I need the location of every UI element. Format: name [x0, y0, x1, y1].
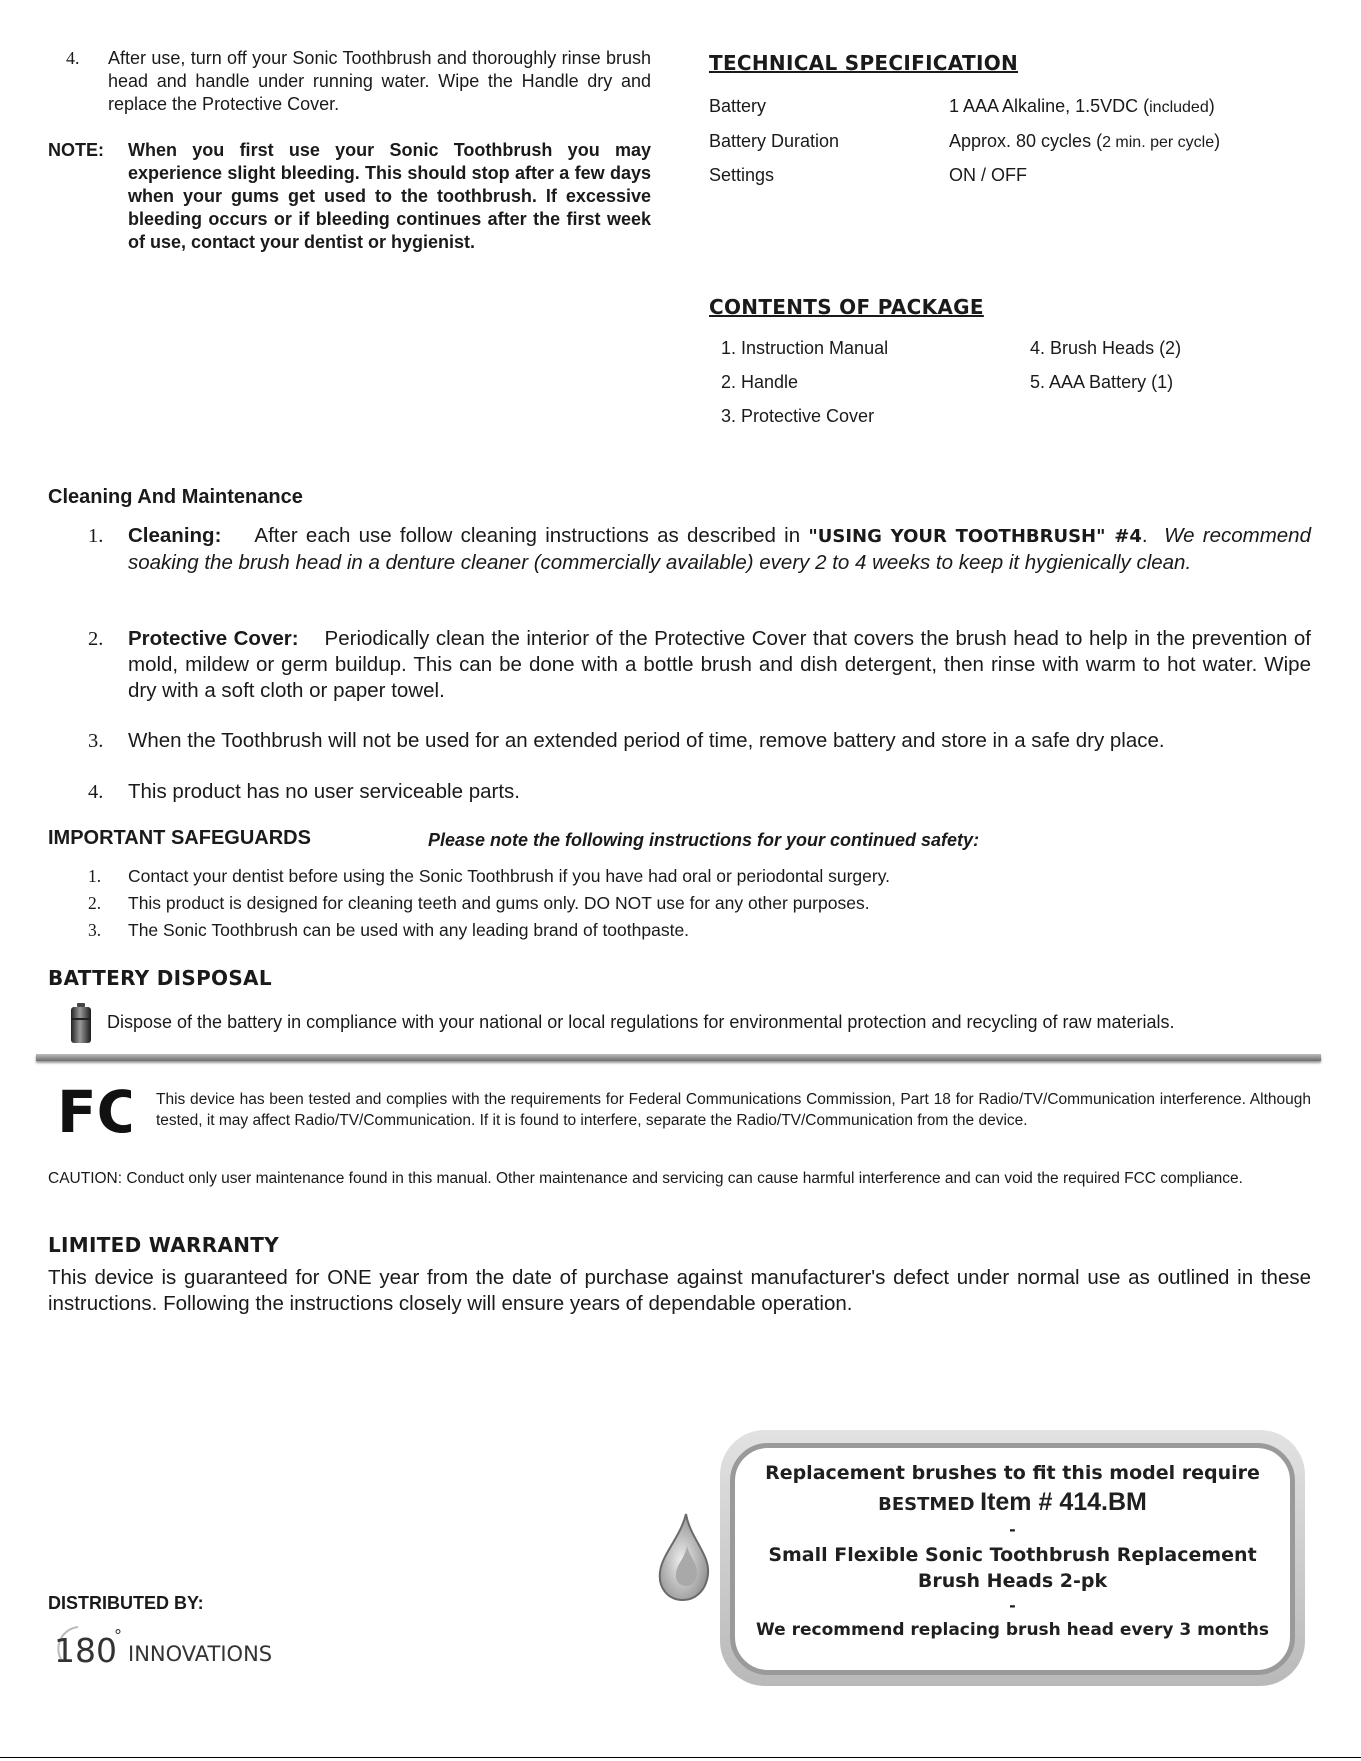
spec-label: Settings [709, 165, 775, 185]
fcc-logo [57, 1080, 131, 1143]
battery-disposal-text: Dispose of the battery in compliance with your national or local regulations for environmental protection and recycling of raw materials. [107, 1012, 1175, 1032]
footer-rule [0, 1757, 1361, 1758]
replacement-separator: - [1009, 1520, 1016, 1539]
fcc-statement: This device has been tested and complies with the requirements for Federal Communications Commission, Part 18 for Radio/TV/Communication interference. Although tested, it may affect Radio/TV/Communication. If it is found to interfere, separate the Radio/TV/Communication from the device. [156, 1091, 1311, 1129]
svg-text:°: ° [114, 1626, 122, 1645]
section-divider [36, 1054, 1321, 1061]
spec-value: Approx. 80 cycles (2 min. per cycle) [949, 131, 1221, 151]
replacement-line: We recommend replacing brush head every 3 months [756, 1620, 1269, 1640]
warranty-title: LIMITED WARRANTY [48, 1233, 279, 1257]
care-step-4 [66, 47, 651, 116]
safeguard-item: 3. The Sonic Toothbrush can be used with any leading brand of toothpaste. [88, 920, 690, 940]
item-label: Cleaning: [128, 524, 222, 547]
item-label: Protective Cover: [128, 627, 299, 650]
step-text: After use, turn off your Sonic Toothbrush and thoroughly rinse brush head and handle under running water. Wipe the Handle dry and replace the Protective Cover. [108, 48, 651, 114]
contents-item: 5. AAA Battery (1) [1030, 372, 1174, 392]
safeguard-item: 1. Contact your dentist before using the Sonic Toothbrush if you have had oral or periodontal surgery. [88, 866, 891, 886]
svg-text:180: 180 [54, 1631, 117, 1670]
contents-item: 2. Handle [721, 372, 799, 392]
replacement-line: Replacement brushes to fit this model require [765, 1462, 1260, 1484]
water-drop-icon [650, 1508, 716, 1609]
tech-spec-title: TECHNICAL SPECIFICATION [709, 51, 1019, 75]
spec-label: Battery [709, 96, 767, 116]
step-number: 4. [66, 48, 80, 68]
cleaning-item-2: 2. Protective Cover: Periodically clean the interior of the Protective Cover that covers the brush head to help in the prevention of mold, mildew or germ buildup. This can be done with a bottle brush and dish detergent, then rinse with warm to hot water. Wipe dry with a soft cloth or paper towel. [88, 627, 1311, 702]
svg-text:INNOVATIONS: INNOVATIONS [128, 1642, 273, 1666]
replacement-separator: - [1009, 1596, 1016, 1615]
cleaning-item-1: 1. Cleaning: After each use follow cleaning instructions as described in "USING YOUR TOOTHBRUSH" #4. We recommend soaking the brush head in a denture cleaner (commercially available) every 2 to 4 weeks to keep it hygienically clean. [88, 524, 1311, 574]
note-label: NOTE: [48, 140, 104, 160]
spec-value: 1 AAA Alkaline, 1.5VDC (included) [949, 96, 1215, 116]
distributor-logo [48, 1621, 278, 1676]
safeguards-title: IMPORTANT SAFEGUARDS [48, 827, 311, 849]
contents-item: 3. Protective Cover [721, 406, 875, 426]
note-text: When you first use your Sonic Toothbrush you may experience slight bleeding. This should stop after a few days when your gums get used to the toothbrush. If excessive bleeding occurs or if bleeding continues after the first week of use, contact your dentist or hygienist. [128, 140, 651, 252]
replacement-line: Brush Heads 2-pk [917, 1570, 1108, 1592]
spec-label: Battery Duration [709, 131, 840, 151]
replacement-item: BESTMED Item # 414.BM [878, 1488, 1147, 1516]
cleaning-item-3: 3. When the Toothbrush will not be used for an extended period of time, remove battery and store in a safe dry place. [88, 729, 1165, 752]
battery-icon [69, 1002, 93, 1049]
manual-reference: "USING YOUR TOOTHBRUSH" #4 [808, 526, 1142, 547]
safeguard-item: 2. This product is designed for cleaning teeth and gums only. DO NOT use for any other purposes. [88, 893, 870, 913]
battery-disposal-title: BATTERY DISPOSAL [48, 966, 272, 990]
spec-value: ON / OFF [949, 165, 1027, 185]
distributed-by-label: DISTRIBUTED BY: [48, 1593, 204, 1613]
safeguards-note: Please note the following instructions for your continued safety: [428, 830, 980, 850]
svg-text:FC: FC [57, 1080, 131, 1138]
contents-item: 1. Instruction Manual [721, 338, 889, 358]
replacement-line: Small Flexible Sonic Toothbrush Replacement [768, 1544, 1257, 1566]
warranty-text: This device is guaranteed for ONE year from the date of purchase against manufacturer's defect under normal use as outlined in these instructions. Following the instructions closely will ensure years of dependable operation. [48, 1266, 1311, 1315]
cleaning-item-4: 4. This product has no user serviceable parts. [88, 780, 520, 803]
caution-text: CAUTION: Conduct only user maintenance found in this manual. Other maintenance and servicing can cause harmful interference and can void the required FCC compliance. [48, 1170, 1243, 1187]
contents-title: CONTENTS OF PACKAGE [709, 295, 984, 319]
note-block [48, 139, 651, 254]
cleaning-title: Cleaning And Maintenance [48, 486, 303, 508]
contents-item: 4. Brush Heads (2) [1030, 338, 1182, 358]
